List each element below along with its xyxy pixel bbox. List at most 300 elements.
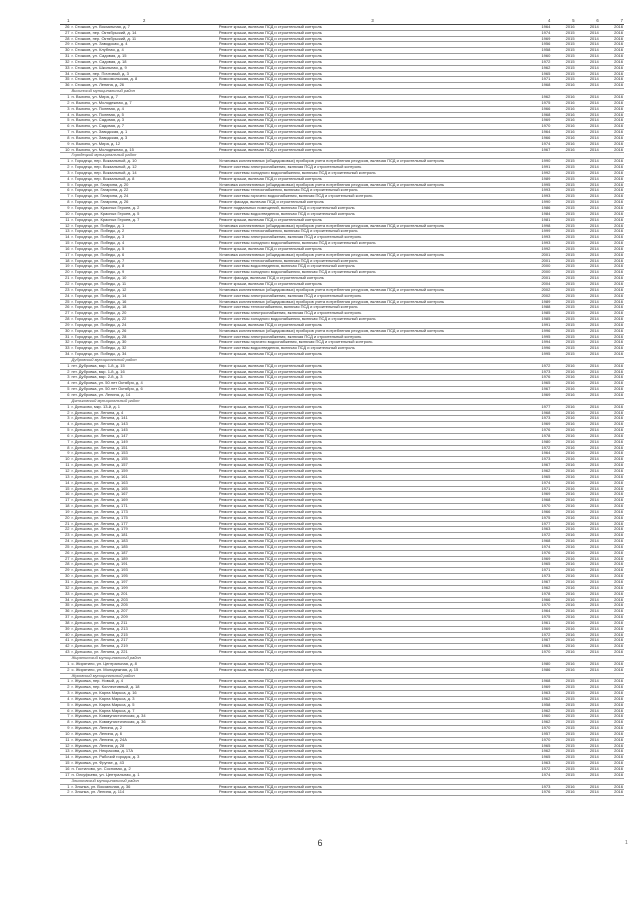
row-number-cell: 17: [60, 772, 71, 778]
year-built-cell: 1963: [527, 761, 551, 767]
period-end-cell: 2016: [600, 527, 624, 533]
period-start-cell: 2014: [576, 726, 600, 732]
work-type-cell: Ремонт крыши, включая ПСД и строительный контроль: [218, 632, 527, 638]
work-type-cell: Ремонт крыши, включая ПСД и строительный контроль: [218, 597, 527, 603]
address-cell: г. Городецк, пер. Вокзальный, д. 8: [71, 176, 218, 182]
year-built-cell: 1966: [527, 597, 551, 603]
planned-year-cell: 2016: [551, 556, 575, 562]
year-built-cell: 1973: [527, 784, 551, 790]
period-end-cell: 2016: [600, 550, 624, 556]
row-number-cell: 41: [60, 638, 71, 644]
period-end-cell: 2016: [600, 94, 624, 100]
row-number-cell: 29: [60, 322, 71, 328]
period-start-cell: 2014: [576, 24, 600, 30]
address-cell: г. Жуковка, пер. Коллективный, д. 18: [71, 685, 218, 691]
work-type-cell: Ремонт крыши, включая ПСД и строительный контроль: [218, 609, 527, 615]
planned-year-cell: 2015: [551, 48, 575, 54]
planned-year-cell: 2015: [551, 42, 575, 48]
period-start-cell: 2014: [576, 100, 600, 106]
period-end-cell: 2016: [600, 182, 624, 188]
row-number-cell: 29: [60, 568, 71, 574]
period-end-cell: 2016: [600, 276, 624, 282]
work-type-cell: Ремонт крыши, включая ПСД и строительный контроль: [218, 381, 527, 387]
year-built-cell: 1990: [527, 200, 551, 206]
address-cell: г. Стожков, ул. Садовая, д. 15: [71, 54, 218, 60]
planned-year-cell: 2015: [551, 691, 575, 697]
address-cell: г. Дятьково, ул. Ленина, д. 169: [71, 498, 218, 504]
planned-year-cell: 2015: [551, 229, 575, 235]
planned-year-cell: 2015: [551, 328, 575, 334]
year-built-cell: 1968: [527, 410, 551, 416]
row-number-cell: 18: [60, 504, 71, 510]
period-end-cell: 2016: [600, 71, 624, 77]
period-end-cell: 2016: [600, 393, 624, 399]
work-type-cell: Ремонт системы водоотведения, включая ПСД и строительный контроль: [218, 211, 527, 217]
row-number-cell: 9: [60, 451, 71, 457]
planned-year-cell: 2016: [551, 445, 575, 451]
work-type-cell: Ремонт крыши, включая ПСД и строительный контроль: [218, 772, 527, 778]
row-number-cell: 30: [60, 328, 71, 334]
year-built-cell: 1990: [527, 159, 551, 165]
work-type-cell: Ремонт крыши, включая ПСД и строительный контроль: [218, 749, 527, 755]
period-start-cell: 2014: [576, 521, 600, 527]
row-number-cell: 12: [60, 743, 71, 749]
address-cell: г. Городецк, ул. Красных Героев, д. 5: [71, 211, 218, 217]
work-type-cell: Установка коллективных (общедомовых) приборов учета потребления ресурсов, включая ПСД и строительный контроль: [218, 299, 527, 305]
planned-year-cell: 2015: [551, 258, 575, 264]
period-start-cell: 2014: [576, 252, 600, 258]
planned-year-cell: 2015: [551, 305, 575, 311]
planned-year-cell: 2015: [551, 65, 575, 71]
row-number-cell: 22: [60, 281, 71, 287]
period-start-cell: 2014: [576, 200, 600, 206]
address-cell: г. Дятьково, ул. Ленина, д. 157: [71, 463, 218, 469]
period-end-cell: 2016: [600, 54, 624, 60]
period-start-cell: 2014: [576, 375, 600, 381]
work-type-cell: Ремонт крыши, включая ПСД и строительный контроль: [218, 515, 527, 521]
planned-year-cell: 2016: [551, 410, 575, 416]
row-number-cell: 10: [60, 457, 71, 463]
address-cell: г. Злынка, ул. Ленина, д. 114: [71, 790, 218, 796]
planned-year-cell: 2015: [551, 293, 575, 299]
work-type-cell: Установка коллективных (общедомовых) приборов учета потребления ресурсов, включая ПСД и строительный контроль: [218, 252, 527, 258]
work-type-cell: Ремонт системы водоотведения, включая ПСД и строительный контроль: [218, 346, 527, 352]
address-cell: г. Дятьково, ул. Ленина, д. 201: [71, 591, 218, 597]
row-number-cell: 9: [60, 206, 71, 212]
planned-year-cell: 2016: [551, 106, 575, 112]
year-built-cell: 1969: [527, 118, 551, 124]
period-start-cell: 2014: [576, 626, 600, 632]
planned-year-cell: 2016: [551, 784, 575, 790]
period-start-cell: 2014: [576, 761, 600, 767]
period-start-cell: 2014: [576, 410, 600, 416]
period-start-cell: 2014: [576, 463, 600, 469]
work-type-cell: Ремонт системы электроснабжения, включая ПСД и строительный контроль: [218, 165, 527, 171]
period-end-cell: 2016: [600, 112, 624, 118]
work-type-cell: Ремонт крыши, включая ПСД и строительный контроль: [218, 702, 527, 708]
planned-year-cell: 2016: [551, 474, 575, 480]
year-built-cell: 1996: [527, 328, 551, 334]
work-type-cell: Ремонт крыши, включая ПСД и строительный контроль: [218, 708, 527, 714]
planned-year-cell: 2016: [551, 585, 575, 591]
period-start-cell: 2014: [576, 246, 600, 252]
row-number-cell: 19: [60, 264, 71, 270]
planned-year-cell: 2015: [551, 287, 575, 293]
row-number-cell: 28: [60, 317, 71, 323]
address-cell: г. Дятьково, ул. Ленина, д. 4: [71, 410, 218, 416]
planned-year-cell: 2015: [551, 714, 575, 720]
period-end-cell: 2016: [600, 539, 624, 545]
period-end-cell: 2016: [600, 679, 624, 685]
period-start-cell: 2014: [576, 644, 600, 650]
year-built-cell: 1962: [527, 468, 551, 474]
period-start-cell: 2014: [576, 217, 600, 223]
period-start-cell: 2014: [576, 416, 600, 422]
year-built-cell: 1972: [527, 363, 551, 369]
address-cell: г. Городецк, ул. Победы, д. 34: [71, 352, 218, 358]
column-number: 6: [576, 19, 600, 24]
work-type-cell: Ремонт крыши, включая ПСД и строительный контроль: [218, 393, 527, 399]
address-cell: п. Выхино, ул. Садовая, д. 3: [71, 118, 218, 124]
period-start-cell: 2014: [576, 615, 600, 621]
planned-year-cell: 2016: [551, 492, 575, 498]
planned-year-cell: 2015: [551, 317, 575, 323]
address-cell: г. Городецк, ул. Победы, д. 20: [71, 311, 218, 317]
row-number-cell: 1: [60, 363, 71, 369]
period-end-cell: 2016: [600, 767, 624, 773]
period-end-cell: 2016: [600, 387, 624, 393]
year-built-cell: 1970: [527, 504, 551, 510]
period-end-cell: 2016: [600, 130, 624, 136]
year-built-cell: 1969: [527, 556, 551, 562]
row-number-cell: 4: [60, 112, 71, 118]
address-cell: г. Жуковка, ул. Коммунистическая, д. 34: [71, 714, 218, 720]
address-cell: пгт. Дубровка, ул. 50 лет Октября, д. 6: [71, 387, 218, 393]
address-cell: г. Городецк, ул. Красных Героев, д. 7: [71, 217, 218, 223]
address-cell: г. Городецк, ул. Победы, д. 30: [71, 340, 218, 346]
planned-year-cell: 2015: [551, 211, 575, 217]
address-cell: г. Дятьково, ул. Ленина, д. 151: [71, 445, 218, 451]
period-start-cell: 2014: [576, 182, 600, 188]
column-number: 4: [527, 19, 551, 24]
year-built-cell: 1970: [527, 737, 551, 743]
year-built-cell: 1991: [527, 165, 551, 171]
row-number-cell: 9: [60, 726, 71, 732]
address-cell: г. Дятьково, ул. Ленина, д. 215: [71, 632, 218, 638]
address-cell: пгт. Дубровка, мкр. 1-й, д. 15: [71, 363, 218, 369]
row-number-cell: 2: [60, 410, 71, 416]
planned-year-cell: 2016: [551, 562, 575, 568]
year-built-cell: 1980: [527, 661, 551, 667]
year-built-cell: 1965: [527, 755, 551, 761]
work-type-cell: Ремонт крыши, включая ПСД и строительный контроль: [218, 352, 527, 358]
period-end-cell: 2016: [600, 311, 624, 317]
period-end-cell: 2016: [600, 509, 624, 515]
row-number-cell: 4: [60, 176, 71, 182]
work-type-cell: Ремонт системы электроснабжения, включая ПСД и строительный контроль: [218, 293, 527, 299]
planned-year-cell: 2015: [551, 182, 575, 188]
year-built-cell: 1973: [527, 416, 551, 422]
work-type-cell: Ремонт крыши, включая ПСД и строительный контроль: [218, 544, 527, 550]
row-number-cell: 6: [60, 708, 71, 714]
address-cell: г. Дятьково, ул. Ленина, д. 181: [71, 533, 218, 539]
planned-year-cell: 2016: [551, 632, 575, 638]
period-start-cell: 2014: [576, 299, 600, 305]
period-start-cell: 2014: [576, 381, 600, 387]
address-cell: г. Дятьково, ул. Ленина, д. 203: [71, 597, 218, 603]
period-end-cell: 2016: [600, 772, 624, 778]
year-built-cell: 1976: [527, 790, 551, 796]
period-end-cell: 2016: [600, 486, 624, 492]
work-type-cell: Ремонт крыши, включая ПСД и строительный контроль: [218, 48, 527, 54]
year-built-cell: 1974: [527, 544, 551, 550]
period-start-cell: 2014: [576, 772, 600, 778]
year-built-cell: 1998: [527, 223, 551, 229]
period-start-cell: 2014: [576, 743, 600, 749]
period-end-cell: 2016: [600, 720, 624, 726]
year-built-cell: 1961: [527, 620, 551, 626]
work-type-cell: Ремонт крыши, включая ПСД и строительный контроль: [218, 650, 527, 656]
year-built-cell: 1967: [527, 580, 551, 586]
work-type-cell: Ремонт системы электроснабжения, включая ПСД и строительный контроль: [218, 235, 527, 241]
work-type-cell: Ремонт крыши, включая ПСД и строительный контроль: [218, 106, 527, 112]
planned-year-cell: 2015: [551, 206, 575, 212]
work-type-cell: Ремонт крыши, включая ПСД и строительный контроль: [218, 439, 527, 445]
planned-year-cell: 2015: [551, 188, 575, 194]
period-start-cell: 2014: [576, 30, 600, 36]
address-cell: г. Городецк, ул. Победы, д. 10: [71, 276, 218, 282]
margin-mark: 1: [625, 840, 628, 846]
period-end-cell: 2016: [600, 141, 624, 147]
address-cell: г. Жуковка, ул. Ленина, д. 24А: [71, 737, 218, 743]
row-number-cell: 2: [60, 790, 71, 796]
row-number-cell: 33: [60, 346, 71, 352]
planned-year-cell: 2015: [551, 36, 575, 42]
planned-year-cell: 2016: [551, 521, 575, 527]
address-cell: г. Городецк, ул. Победы, д. 14: [71, 293, 218, 299]
period-start-cell: 2014: [576, 229, 600, 235]
year-built-cell: 1996: [527, 346, 551, 352]
row-number-cell: 27: [60, 30, 71, 36]
work-type-cell: Ремонт крыши, включая ПСД и строительный контроль: [218, 94, 527, 100]
address-cell: г. Дятьково, ул. Ленина, д. 141: [71, 416, 218, 422]
year-built-cell: 1975: [527, 515, 551, 521]
page-number: 6: [317, 838, 323, 848]
period-start-cell: 2014: [576, 287, 600, 293]
address-cell: г. Стожков, ул. Вокзальная, д. 7: [71, 24, 218, 30]
address-cell: г. Дятьково, ул. Ленина, д. 171: [71, 504, 218, 510]
year-built-cell: 1962: [527, 94, 551, 100]
period-end-cell: 2016: [600, 235, 624, 241]
work-type-cell: Ремонт системы горячего водоснабжения, включая ПСД и строительный контроль: [218, 194, 527, 200]
year-built-cell: 1971: [527, 77, 551, 83]
planned-year-cell: 2016: [551, 428, 575, 434]
row-number-cell: 14: [60, 755, 71, 761]
year-built-cell: 1966: [527, 509, 551, 515]
planned-year-cell: 2016: [551, 498, 575, 504]
work-type-cell: Ремонт крыши, включая ПСД и строительный контроль: [218, 363, 527, 369]
work-type-cell: Ремонт крыши, включая ПСД и строительный контроль: [218, 375, 527, 381]
address-cell: г. Городецк, ул. Победы, д. 9: [71, 270, 218, 276]
address-cell: г. Дятьково, ул. Ленина, д. 161: [71, 474, 218, 480]
district-section-title: Жуковский муниципальный район: [71, 673, 624, 679]
planned-year-cell: 2016: [551, 100, 575, 106]
address-cell: г. Дятьково, ул. Ленина, д. 155: [71, 457, 218, 463]
planned-year-cell: 2015: [551, 737, 575, 743]
period-start-cell: 2014: [576, 165, 600, 171]
period-end-cell: 2016: [600, 650, 624, 656]
year-built-cell: 1972: [527, 632, 551, 638]
work-type-cell: Ремонт крыши, включая ПСД и строительный контроль: [218, 667, 527, 673]
period-start-cell: 2014: [576, 328, 600, 334]
work-type-cell: Ремонт крыши, включая ПСД и строительный контроль: [218, 369, 527, 375]
year-built-cell: 1962: [527, 696, 551, 702]
year-built-cell: 1991: [527, 322, 551, 328]
row-number-cell: 4: [60, 696, 71, 702]
address-cell: г. Городецк, ул. Победы, д. 4: [71, 241, 218, 247]
year-built-cell: 1969: [527, 36, 551, 42]
planned-year-cell: 2016: [551, 416, 575, 422]
year-built-cell: 1962: [527, 65, 551, 71]
period-start-cell: 2014: [576, 568, 600, 574]
planned-year-cell: 2016: [551, 615, 575, 621]
planned-year-cell: 2015: [551, 299, 575, 305]
address-cell: г. Городецк, ул. Победы, д. 7: [71, 258, 218, 264]
year-built-cell: 1968: [527, 83, 551, 89]
period-end-cell: 2016: [600, 661, 624, 667]
planned-year-cell: 2016: [551, 393, 575, 399]
district-section-title: Дятьковский муниципальный район: [71, 398, 624, 404]
period-end-cell: 2016: [600, 708, 624, 714]
period-end-cell: 2016: [600, 404, 624, 410]
address-cell: г. Стожков, ул. Садовая, д. 18: [71, 59, 218, 65]
planned-year-cell: 2015: [551, 322, 575, 328]
year-built-cell: 1965: [527, 743, 551, 749]
period-end-cell: 2016: [600, 241, 624, 247]
period-end-cell: 2016: [600, 428, 624, 434]
planned-year-cell: 2015: [551, 270, 575, 276]
address-cell: г. Жуковка, ул. Ленина, д. 6: [71, 731, 218, 737]
period-end-cell: 2016: [600, 176, 624, 182]
row-number-cell: 3: [60, 170, 71, 176]
work-type-cell: Ремонт крыши, включая ПСД и строительный контроль: [218, 585, 527, 591]
address-cell: г. Городецк, ул. Победы, д. 22: [71, 317, 218, 323]
address-cell: г. Городецк, ул. Победы, д. 5: [71, 246, 218, 252]
row-number-cell: 4: [60, 422, 71, 428]
period-start-cell: 2014: [576, 235, 600, 241]
period-end-cell: 2016: [600, 352, 624, 358]
year-built-cell: 1964: [527, 451, 551, 457]
work-type-cell: Ремонт крыши, включая ПСД и строительный контроль: [218, 281, 527, 287]
address-cell: с. Жирятино, ул. Молодежная, д. 15: [71, 667, 218, 673]
row-number-cell: 18: [60, 258, 71, 264]
period-start-cell: 2014: [576, 130, 600, 136]
row-number-cell: 28: [60, 36, 71, 42]
address-cell: г. Дятьково, ул. Ленина, д. 197: [71, 580, 218, 586]
address-cell: г. Городецк, ул. Победы, д. 32: [71, 346, 218, 352]
address-cell: г. Дятьково, ул. Ленина, д. 179: [71, 527, 218, 533]
row-number-cell: 3: [60, 106, 71, 112]
period-end-cell: 2016: [600, 165, 624, 171]
work-type-cell: Ремонт крыши, включая ПСД и строительный контроль: [218, 679, 527, 685]
work-type-cell: Ремонт крыши, включая ПСД и строительный контроль: [218, 486, 527, 492]
work-type-cell: Ремонт крыши, включая ПСД и строительный контроль: [218, 556, 527, 562]
year-built-cell: 1976: [527, 550, 551, 556]
column-number: 5: [551, 19, 575, 24]
planned-year-cell: 2016: [551, 124, 575, 130]
address-cell: п. Выхино, ул. Мира, д. 7: [71, 94, 218, 100]
work-type-cell: Ремонт системы водоотведения, включая ПСД и строительный контроль: [218, 264, 527, 270]
year-built-cell: 1993: [527, 194, 551, 200]
period-end-cell: 2016: [600, 264, 624, 270]
year-built-cell: 1962: [527, 585, 551, 591]
period-start-cell: 2014: [576, 112, 600, 118]
planned-year-cell: 2015: [551, 685, 575, 691]
period-end-cell: 2016: [600, 147, 624, 153]
period-start-cell: 2014: [576, 515, 600, 521]
planned-year-cell: 2015: [551, 708, 575, 714]
period-start-cell: 2014: [576, 527, 600, 533]
period-end-cell: 2016: [600, 346, 624, 352]
period-start-cell: 2014: [576, 603, 600, 609]
address-cell: г. Городецк, ул. Победы, д. 28: [71, 334, 218, 340]
period-end-cell: 2016: [600, 206, 624, 212]
planned-year-cell: 2015: [551, 200, 575, 206]
year-built-cell: 1965: [527, 381, 551, 387]
year-built-cell: 1970: [527, 726, 551, 732]
planned-year-cell: 2015: [551, 276, 575, 282]
row-number-cell: 15: [60, 761, 71, 767]
period-start-cell: 2014: [576, 428, 600, 434]
work-type-cell: Ремонт системы теплоснабжения, включая ПСД и строительный контроль: [218, 258, 527, 264]
period-start-cell: 2014: [576, 550, 600, 556]
period-start-cell: 2014: [576, 311, 600, 317]
work-type-cell: Установка коллективных (общедомовых) приборов учета потребления ресурсов, включая ПСД и строительный контроль: [218, 159, 527, 165]
row-number-cell: 6: [60, 433, 71, 439]
period-start-cell: 2014: [576, 42, 600, 48]
year-built-cell: 1970: [527, 650, 551, 656]
address-cell: г. Дятьково, ул. Ленина, д. 187: [71, 550, 218, 556]
address-cell: г. Дятьково, ул. Ленина, д. 163: [71, 480, 218, 486]
planned-year-cell: 2016: [551, 147, 575, 153]
planned-year-cell: 2015: [551, 352, 575, 358]
period-start-cell: 2014: [576, 106, 600, 112]
period-end-cell: 2016: [600, 135, 624, 141]
row-number-cell: 28: [60, 562, 71, 568]
address-cell: г. Дятьково, ул. Ленина, д. 211: [71, 620, 218, 626]
period-end-cell: 2016: [600, 170, 624, 176]
period-start-cell: 2014: [576, 574, 600, 580]
period-end-cell: 2016: [600, 468, 624, 474]
period-start-cell: 2014: [576, 439, 600, 445]
address-cell: г. Дятьково, ул. Ленина, д. 167: [71, 492, 218, 498]
period-end-cell: 2016: [600, 597, 624, 603]
address-cell: г. Городецк, пер. Вокзальный, д. 12: [71, 165, 218, 171]
planned-year-cell: 2015: [551, 731, 575, 737]
planned-year-cell: 2015: [551, 743, 575, 749]
row-number-cell: 11: [60, 737, 71, 743]
period-end-cell: 2016: [600, 726, 624, 732]
period-end-cell: 2016: [600, 59, 624, 65]
period-end-cell: 2016: [600, 83, 624, 89]
year-built-cell: 1965: [527, 474, 551, 480]
row-number-cell: 20: [60, 515, 71, 521]
period-end-cell: 2016: [600, 626, 624, 632]
row-number-cell: 34: [60, 352, 71, 358]
year-built-cell: 1968: [527, 498, 551, 504]
period-end-cell: 2016: [600, 299, 624, 305]
address-cell: г. Дятьково, ул. Ленина, д. 143: [71, 422, 218, 428]
